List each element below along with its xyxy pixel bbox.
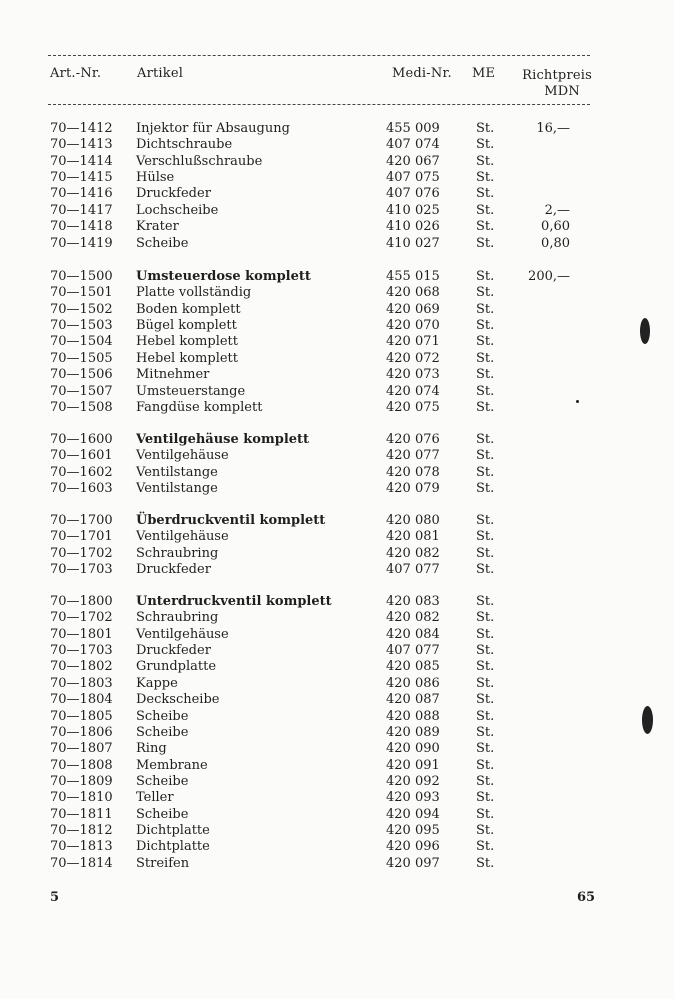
unit: St. [476,121,495,136]
medi-number: 420 073 [386,367,440,383]
article-name: Teller [136,790,174,806]
unit: St. [476,432,495,447]
unit: St. [476,186,495,202]
unit: St. [476,301,495,317]
table-row [0,170,674,186]
price: 2,— [544,202,570,218]
article-name: Unterdruckventil komplett [136,594,332,609]
table-row [0,741,674,757]
table-row [0,269,674,285]
art-number: 70—1702 [50,545,113,561]
medi-number: 420 069 [386,301,440,317]
art-number: 70—1501 [50,285,113,301]
article-name: Umsteuerdose komplett [136,269,311,284]
top-rule [48,55,590,56]
table-row [0,236,674,252]
unit: St. [476,318,495,334]
unit: St. [476,170,495,186]
art-number: 70—1500 [50,269,113,284]
medi-number: 407 076 [386,186,440,202]
unit: St. [476,675,495,691]
article-name: Druckfeder [136,562,211,577]
unit: St. [476,399,495,415]
medi-number: 420 093 [386,790,440,806]
table-row [0,481,674,497]
medi-number: 420 082 [386,545,440,561]
table-row [0,285,674,301]
art-number: 70—1419 [50,235,113,251]
unit: St. [476,464,495,480]
unit: St. [476,529,495,545]
art-number: 70—1414 [50,153,113,169]
article-name: Grundplatte [136,659,217,675]
price: 0,60 [541,219,570,235]
header-artikel: Artikel [137,66,184,81]
art-number: 70—1703 [50,562,113,577]
ink-dot [576,400,579,403]
article-name: Druckfeder [136,186,211,202]
unit: St. [476,757,495,773]
art-number: 70—1802 [50,659,113,675]
table-row [0,367,674,383]
medi-number: 420 082 [386,610,440,626]
art-number: 70—1800 [50,594,113,609]
article-name: Ventilgehäuse [136,448,229,464]
table-row [0,121,674,137]
art-number: 70—1602 [50,464,113,480]
unit: St. [476,448,495,464]
medi-number: 420 087 [386,692,440,708]
medi-number: 420 070 [386,318,440,334]
table-row [0,529,674,545]
art-number: 70—1505 [50,350,113,366]
medi-number: 407 077 [386,562,440,577]
art-number: 70—1600 [50,432,113,447]
table-row [0,562,674,578]
table-row [0,823,674,839]
medi-number: 420 084 [386,626,440,642]
table-row [0,856,674,872]
article-name: Fangdüse komplett [136,399,263,415]
header-mdn-label: MDN [544,84,580,99]
article-name: Hebel komplett [136,350,238,366]
unit: St. [476,610,495,626]
unit: St. [476,269,495,284]
table-row [0,137,674,153]
medi-number: 410 027 [386,235,440,251]
art-number: 70—1700 [50,513,113,528]
page-number: 65 [577,890,596,905]
unit: St. [476,202,495,218]
art-number: 70—1504 [50,334,113,350]
medi-number: 420 088 [386,708,440,724]
table-row [0,546,674,562]
ink-blot [640,318,650,344]
unit: St. [476,235,495,251]
unit: St. [476,643,495,658]
article-name: Scheibe [136,773,189,789]
article-name: Druckfeder [136,643,211,658]
art-number: 70—1808 [50,757,113,773]
unit: St. [476,367,495,383]
medi-number: 420 096 [386,839,440,855]
ink-blot [642,706,653,734]
article-name: Injektor für Absaugung [136,121,290,136]
article-name: Scheibe [136,806,189,822]
medi-number: 420 077 [386,448,440,464]
medi-number: 420 085 [386,659,440,675]
article-name: Ventilstange [136,481,218,497]
unit: St. [476,350,495,366]
header-richtpreis-label: Richtpreis [522,68,592,83]
article-name: Ring [136,741,167,757]
medi-number: 420 092 [386,773,440,789]
art-number: 70—1809 [50,773,113,789]
article-name: Umsteuerstange [136,383,246,399]
medi-number: 420 078 [386,464,440,480]
header-art-nr: Art.-Nr. [50,66,102,81]
article-name: Ventilgehäuse [136,529,229,545]
medi-number: 420 075 [386,399,440,415]
unit: St. [476,790,495,806]
header-rule [48,104,590,105]
medi-number: 455 015 [386,269,440,284]
medi-number: 420 089 [386,724,440,740]
table-row [0,513,674,529]
article-name: Ventilgehäuse komplett [136,432,310,447]
unit: St. [476,708,495,724]
unit: St. [476,839,495,855]
table-row [0,432,674,448]
table-row [0,709,674,725]
art-number: 70—1702 [50,610,113,626]
table-row [0,839,674,855]
unit: St. [476,773,495,789]
art-number: 70—1418 [50,219,113,235]
article-name: Ventilstange [136,464,218,480]
table-row [0,758,674,774]
article-name: Membrane [136,757,208,773]
unit: St. [476,855,495,871]
table-row [0,774,674,790]
table-row [0,448,674,464]
medi-number: 410 026 [386,219,440,235]
unit: St. [476,513,495,528]
art-number: 70—1813 [50,839,113,855]
table-row [0,610,674,626]
article-name: Ventilgehäuse [136,626,229,642]
table-row [0,351,674,367]
article-name: Schraubring [136,545,219,561]
art-number: 70—1803 [50,675,113,691]
art-number: 70—1807 [50,741,113,757]
article-name: Hülse [136,170,175,186]
article-name: Bügel komplett [136,318,237,334]
article-name: Kappe [136,675,178,691]
table-row [0,334,674,350]
art-number: 70—1601 [50,448,113,464]
unit: St. [476,285,495,301]
medi-number: 420 079 [386,481,440,497]
art-number: 70—1415 [50,170,113,186]
medi-number: 410 025 [386,202,440,218]
medi-number: 420 091 [386,757,440,773]
medi-number: 420 067 [386,153,440,169]
art-number: 70—1814 [50,855,113,871]
art-number: 70—1502 [50,301,113,317]
medi-number: 407 074 [386,137,440,153]
unit: St. [476,153,495,169]
article-name: Krater [136,219,179,235]
unit: St. [476,383,495,399]
table-row [0,219,674,235]
table-row [0,627,674,643]
art-number: 70—1701 [50,529,113,545]
medi-number: 420 071 [386,334,440,350]
medi-number: 420 097 [386,855,440,871]
unit: St. [476,822,495,838]
table-row [0,676,674,692]
price: 200,— [528,269,570,284]
article-name: Dichtplatte [136,839,210,855]
price: 0,80 [541,235,570,251]
table-row [0,643,674,659]
art-number: 70—1811 [50,806,113,822]
table-row [0,807,674,823]
medi-number: 420 090 [386,741,440,757]
footer-left-number: 5 [50,890,60,905]
medi-number: 420 074 [386,383,440,399]
unit: St. [476,545,495,561]
unit: St. [476,806,495,822]
art-number: 70—1413 [50,137,113,153]
table-row [0,186,674,202]
unit: St. [476,219,495,235]
medi-number: 407 077 [386,643,440,658]
art-number: 70—1806 [50,724,113,740]
article-name: Dichtschraube [136,137,233,153]
art-number: 70—1603 [50,481,113,497]
medi-number: 420 081 [386,529,440,545]
art-number: 70—1417 [50,202,113,218]
art-number: 70—1506 [50,367,113,383]
table-row [0,790,674,806]
unit: St. [476,724,495,740]
article-name: Dichtplatte [136,822,210,838]
medi-number: 420 086 [386,675,440,691]
unit: St. [476,741,495,757]
unit: St. [476,626,495,642]
medi-number: 420 094 [386,806,440,822]
table-row [0,302,674,318]
art-number: 70—1703 [50,643,113,658]
art-number: 70—1507 [50,383,113,399]
medi-number: 420 072 [386,350,440,366]
article-name: Lochscheibe [136,202,219,218]
unit: St. [476,334,495,350]
table-row [0,594,674,610]
art-number: 70—1503 [50,318,113,334]
art-number: 70—1812 [50,822,113,838]
table-row [0,400,674,416]
art-number: 70—1412 [50,121,113,136]
article-name: Streifen [136,855,190,871]
table-row [0,465,674,481]
article-name: Platte vollständig [136,285,252,301]
table-row [0,384,674,400]
art-number: 70—1805 [50,708,113,724]
unit: St. [476,137,495,153]
art-number: 70—1416 [50,186,113,202]
medi-number: 420 068 [386,285,440,301]
table-row [0,203,674,219]
article-name: Deckscheibe [136,692,220,708]
header-richtpreis [508,68,592,100]
unit: St. [476,481,495,497]
medi-number: 420 095 [386,822,440,838]
art-number: 70—1508 [50,399,113,415]
article-name: Hebel komplett [136,334,238,350]
table-row [0,154,674,170]
article-name: Scheibe [136,724,189,740]
header-medi-nr: Medi-Nr. [392,66,452,81]
article-name: Scheibe [136,235,189,251]
table-row [0,318,674,334]
article-name: Mitnehmer [136,367,210,383]
article-name: Boden komplett [136,301,241,317]
unit: St. [476,562,495,577]
art-number: 70—1810 [50,790,113,806]
unit: St. [476,692,495,708]
header-me: ME [472,66,496,81]
art-number: 70—1801 [50,626,113,642]
article-name: Schraubring [136,610,219,626]
medi-number: 420 076 [386,432,440,447]
medi-number: 455 009 [386,121,440,136]
article-name: Überdruckventil komplett [136,513,326,528]
medi-number: 420 080 [386,513,440,528]
article-name: Scheibe [136,708,189,724]
table-row [0,692,674,708]
article-name: Verschlußschraube [136,153,263,169]
unit: St. [476,659,495,675]
table-row [0,659,674,675]
medi-number: 407 075 [386,170,440,186]
price: 16,— [536,121,570,136]
table-row [0,725,674,741]
medi-number: 420 083 [386,594,440,609]
art-number: 70—1804 [50,692,113,708]
unit: St. [476,594,495,609]
